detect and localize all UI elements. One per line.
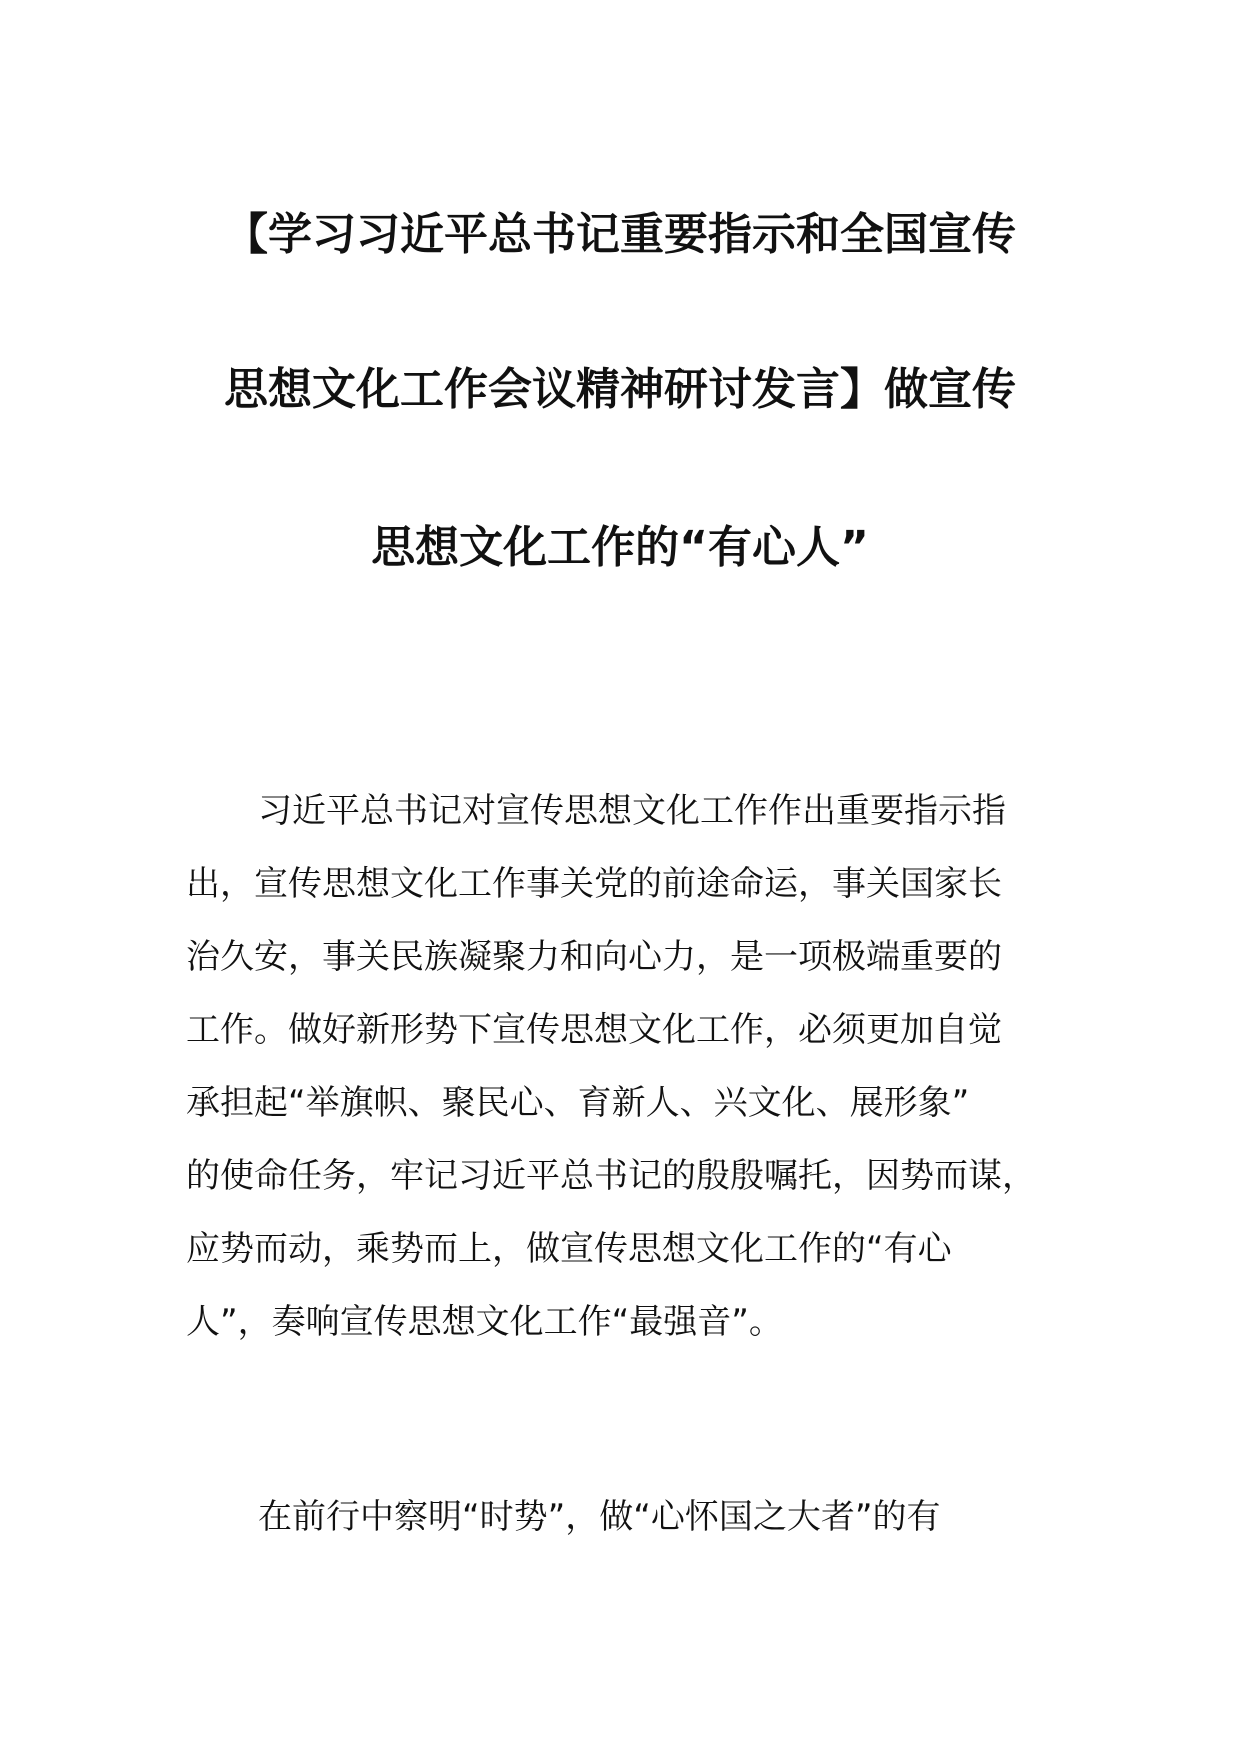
- paragraph-1-line-1: 习近平总书记对宣传思想文化工作作出重要指示指: [258, 791, 1006, 831]
- paragraph-1-line-3: 治久安，事关民族凝聚力和向心力，是一项极端重要的: [186, 937, 1002, 977]
- title-line-1: 【学习习近平总书记重要指示和全国宣传: [224, 209, 1016, 260]
- paragraph-1-line-6: 的使命任务，牢记习近平总书记的殷殷嘱托，因势而谋，: [186, 1156, 1036, 1196]
- title-line-3: 思想文化工作的“有心人”: [371, 522, 869, 573]
- paragraph-2-line-1: 在前行中察明“时势”，做“心怀国之大者”的有: [258, 1497, 941, 1537]
- paragraph-1-line-5: 承担起“举旗帜、聚民心、育新人、兴文化、展形象”: [186, 1083, 970, 1123]
- paragraph-1-line-4: 工作。做好新形势下宣传思想文化工作，必须更加自觉: [186, 1010, 1002, 1050]
- title-line-2: 思想文化工作会议精神研讨发言】做宣传: [224, 364, 1016, 415]
- paragraph-1-line-7: 应势而动，乘势而上，做宣传思想文化工作的“有心: [186, 1229, 952, 1269]
- paragraph-1-line-8: 人”，奏响宣传思想文化工作“最强音”。: [186, 1302, 783, 1342]
- paragraph-1-line-2: 出，宣传思想文化工作事关党的前途命运，事关国家长: [186, 864, 1002, 904]
